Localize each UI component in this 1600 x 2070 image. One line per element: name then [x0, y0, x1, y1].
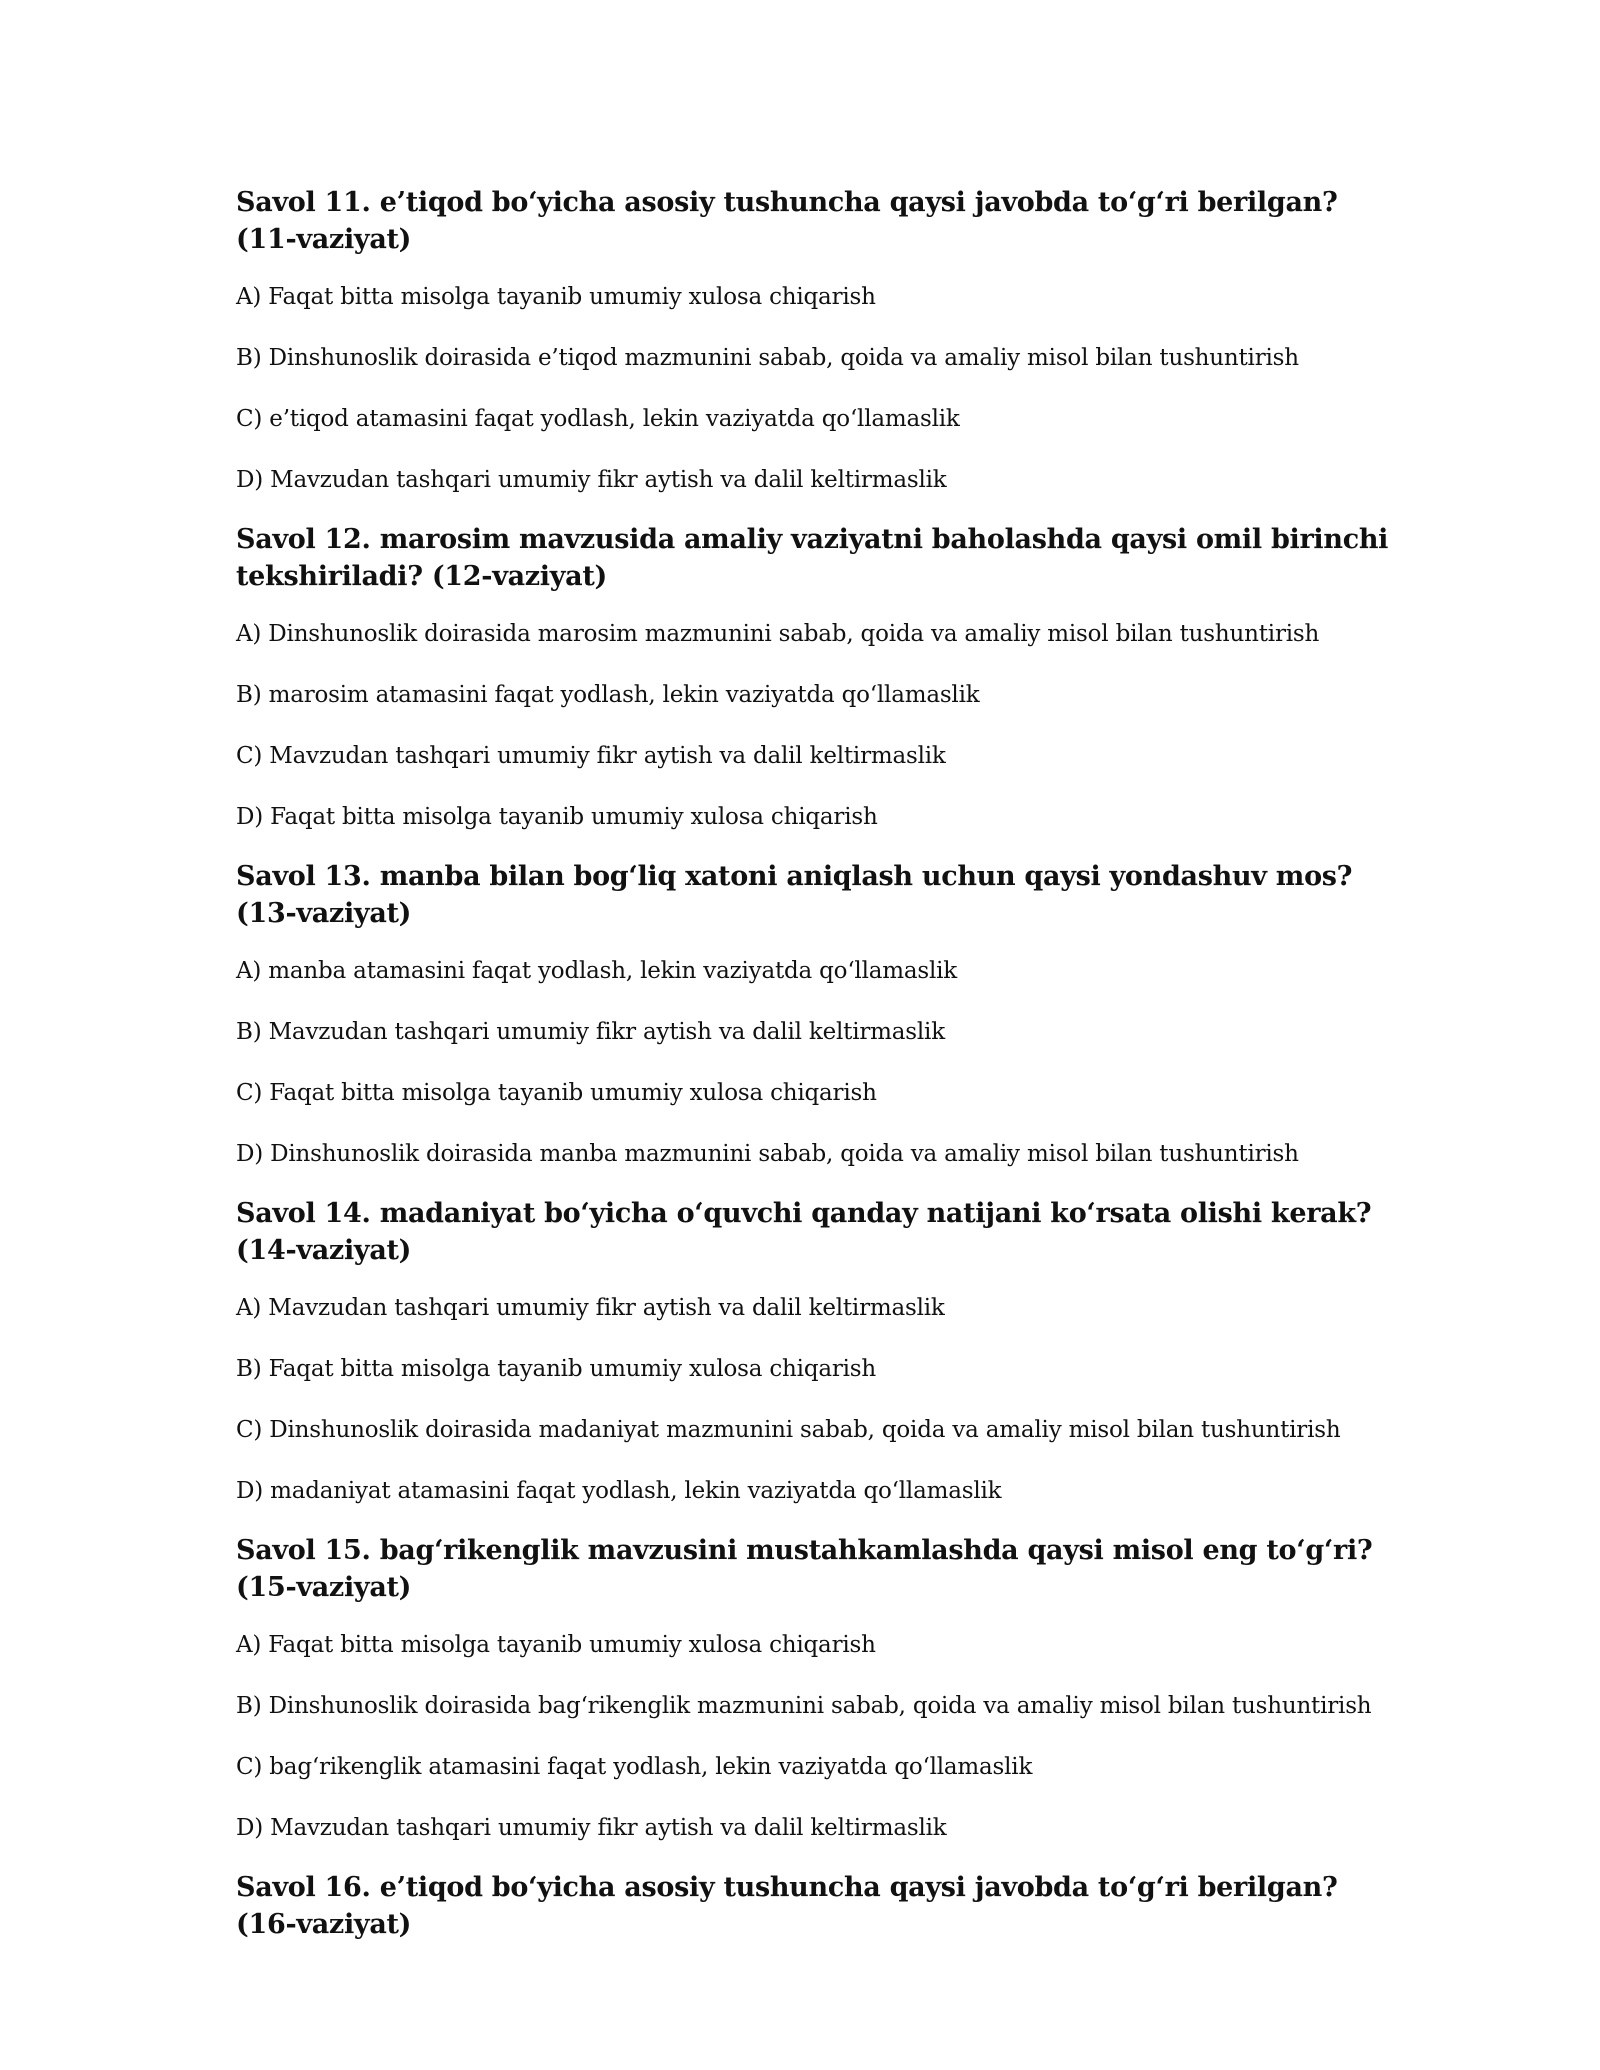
- answer-option: B) Mavzudan tashqari umumiy fikr aytish va dalil keltirmaslik: [236, 1019, 945, 1045]
- question-title: Savol 12. marosim mavzusida amaliy vaziyatni baholashda qaysi omil birinchi tekshiriladi? (12-vaziyat): [236, 524, 1389, 592]
- answer-option: A) Mavzudan tashqari umumiy fikr aytish va dalil keltirmaslik: [236, 1295, 945, 1321]
- question-title: Savol 11. e’tiqod bo‘yicha asosiy tushuncha qaysi javobda to‘g‘ri berilgan? (11-vaziyat): [236, 187, 1338, 255]
- answer-option: A) manba atamasini faqat yodlash, lekin vaziyatda qo‘llamaslik: [236, 958, 958, 984]
- question-block-12: [236, 521, 1396, 832]
- answer-option: D) madaniyat atamasini faqat yodlash, lekin vaziyatda qo‘llamaslik: [236, 1478, 1002, 1504]
- question-block-13: [236, 858, 1396, 1169]
- answer-option: D) Dinshunoslik doirasida manba mazmunini sabab, qoida va amaliy misol bilan tushuntirish: [236, 1141, 1299, 1167]
- question-block-11: [236, 184, 1396, 495]
- answer-option: D) Mavzudan tashqari umumiy fikr aytish va dalil keltirmaslik: [236, 467, 947, 493]
- answer-option: D) Mavzudan tashqari umumiy fikr aytish va dalil keltirmaslik: [236, 1815, 947, 1841]
- answer-option: B) Faqat bitta misolga tayanib umumiy xulosa chiqarish: [236, 1356, 877, 1382]
- answer-option: C) e’tiqod atamasini faqat yodlash, lekin vaziyatda qo‘llamaslik: [236, 406, 960, 432]
- answer-option: C) Dinshunoslik doirasida madaniyat mazmunini sabab, qoida va amaliy misol bilan tushuntirish: [236, 1417, 1341, 1443]
- answer-option: C) bag‘rikenglik atamasini faqat yodlash, lekin vaziyatda qo‘llamaslik: [236, 1754, 1033, 1780]
- question-block-16: [236, 1869, 1396, 1943]
- answer-option: A) Faqat bitta misolga tayanib umumiy xulosa chiqarish: [236, 1632, 876, 1658]
- answer-option: A) Faqat bitta misolga tayanib umumiy xulosa chiqarish: [236, 284, 876, 310]
- answer-option: B) Dinshunoslik doirasida e’tiqod mazmunini sabab, qoida va amaliy misol bilan tushuntirish: [236, 345, 1299, 371]
- answer-option: C) Faqat bitta misolga tayanib umumiy xulosa chiqarish: [236, 1080, 877, 1106]
- answer-option: A) Dinshunoslik doirasida marosim mazmunini sabab, qoida va amaliy misol bilan tushuntirish: [236, 621, 1320, 647]
- question-block-14: [236, 1195, 1396, 1506]
- question-title: Savol 14. madaniyat bo‘yicha o‘quvchi qanday natijani ko‘rsata olishi kerak? (14-vaziyat): [236, 1198, 1372, 1266]
- answer-option: C) Mavzudan tashqari umumiy fikr aytish va dalil keltirmaslik: [236, 743, 946, 769]
- document-page: [236, 184, 1396, 1967]
- question-title: Savol 13. manba bilan bog‘liq xatoni aniqlash uchun qaysi yondashuv mos? (13-vaziyat): [236, 861, 1353, 929]
- answer-option: B) Dinshunoslik doirasida bag‘rikenglik mazmunini sabab, qoida va amaliy misol bilan tushuntirish: [236, 1693, 1372, 1719]
- answer-option: B) marosim atamasini faqat yodlash, lekin vaziyatda qo‘llamaslik: [236, 682, 980, 708]
- question-title: Savol 16. e’tiqod bo‘yicha asosiy tushuncha qaysi javobda to‘g‘ri berilgan? (16-vaziyat): [236, 1872, 1338, 1940]
- question-title: Savol 15. bag‘rikenglik mavzusini mustahkamlashda qaysi misol eng to‘g‘ri? (15-vaziyat): [236, 1535, 1373, 1603]
- answer-option: D) Faqat bitta misolga tayanib umumiy xulosa chiqarish: [236, 804, 878, 830]
- question-block-15: [236, 1532, 1396, 1843]
